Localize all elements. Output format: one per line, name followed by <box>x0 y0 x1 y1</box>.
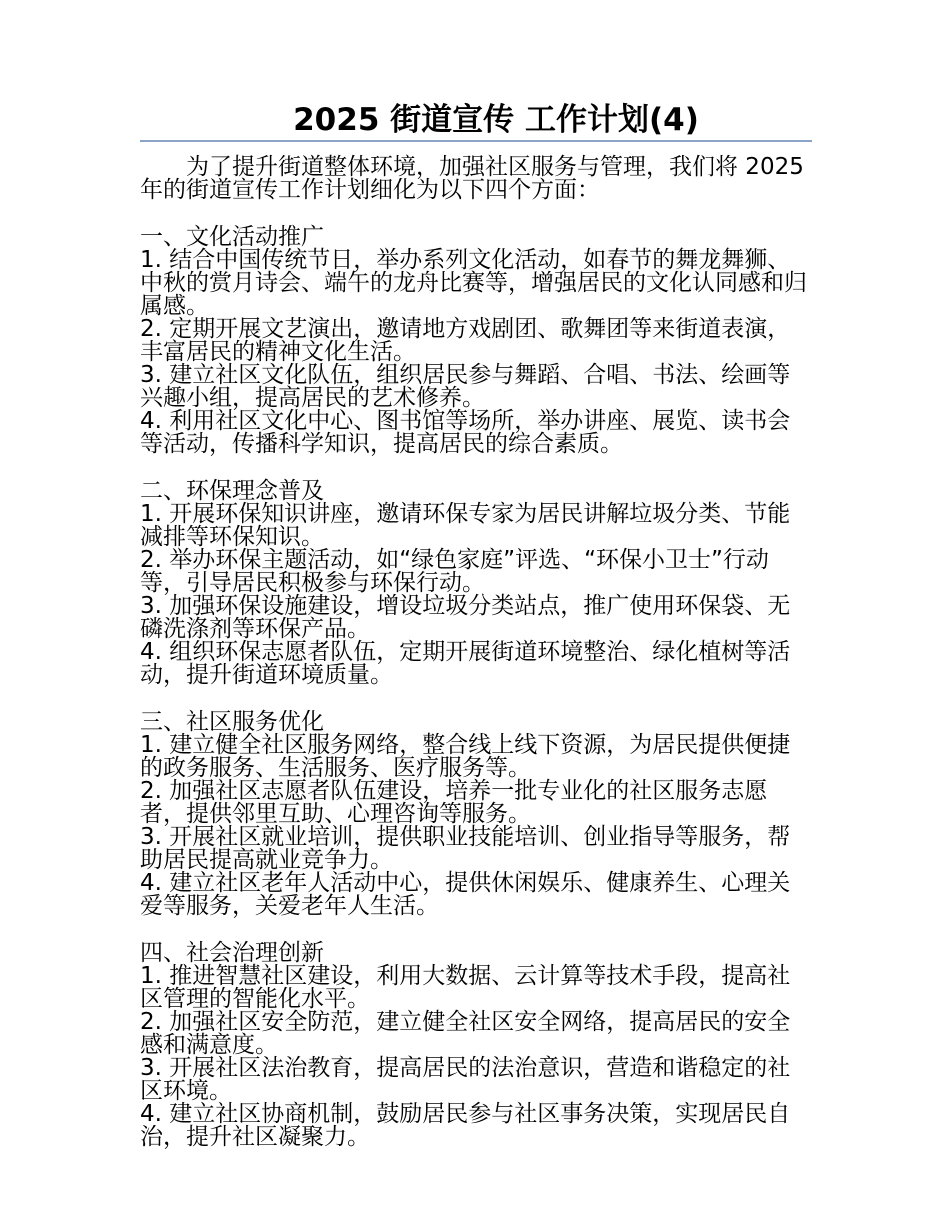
list-item: 4. 组织环保志愿者队伍，定期开展街道环境整治、绿化植树等活动，提升街道环境质量。 <box>140 639 791 688</box>
section-culture <box>140 226 812 456</box>
title-underline <box>140 140 812 142</box>
list-item: 4. 建立社区老年人活动中心，提供休闲娱乐、健康养生、心理关爱等服务，关爱老年人生活。 <box>140 870 791 919</box>
section-heading: 四、社会治理创新 <box>140 940 324 966</box>
section-heading: 三、社区服务优化 <box>140 709 324 735</box>
list-item: 4. 建立社区协商机制，鼓励居民参与社区事务决策，实现居民自治，提升社区凝聚力。 <box>140 1101 791 1150</box>
list-item: 3. 建立社区文化队伍，组织居民参与舞蹈、合唱、书法、绘画等兴趣小组，提高居民的艺术修养。 <box>140 362 791 411</box>
list-item: 3. 开展社区法治教育，提高居民的法治意识，营造和谐稳定的社区环境。 <box>140 1055 791 1104</box>
list-item: 2. 加强社区安全防范，建立健全社区安全网络，提高居民的安全感和满意度。 <box>140 1009 791 1058</box>
list-item: 2. 举办环保主题活动，如“绿色家庭”评选、“环保小卫士”行动等，引导居民积极参与环保行动。 <box>140 547 769 596</box>
list-item: 1. 建立健全社区服务网络，整合线上线下资源，为居民提供便捷的政务服务、生活服务、医疗服务等。 <box>140 732 791 781</box>
section-environment <box>140 480 812 687</box>
list-item: 3. 加强环保设施建设，增设垃圾分类站点，推广使用环保袋、无磷洗涤剂等环保产品。 <box>140 593 791 642</box>
section-governance <box>140 942 812 1149</box>
list-item: 3. 开展社区就业培训，提供职业技能培训、创业指导等服务，帮助居民提高就业竞争力。 <box>140 824 791 873</box>
section-community-service <box>140 711 812 918</box>
document-title: 2025 街道宣传 工作计划(4) <box>293 102 699 138</box>
intro-paragraph: 为了提升街道整体环境，加强社区服务与管理，我们将 2025 年的街道宣传工作计划细化为以下四个方面： <box>140 154 804 203</box>
list-item: 1. 结合中国传统节日，举办系列文化活动，如春节的舞龙舞狮、中秋的赏月诗会、端午的龙舟比赛等，增强居民的文化认同感和归属感。 <box>140 247 807 319</box>
list-item: 1. 推进智慧社区建设，利用大数据、云计算等技术手段，提高社区管理的智能化水平。 <box>140 963 791 1012</box>
list-item: 2. 定期开展文艺演出，邀请地方戏剧团、歌舞团等来街道表演，丰富居民的精神文化生活。 <box>140 316 791 365</box>
list-item: 2. 加强社区志愿者队伍建设，培养一批专业化的社区服务志愿者，提供邻里互助、心理咨询等服务。 <box>140 778 768 827</box>
document-page <box>140 100 812 1149</box>
section-heading: 二、环保理念普及 <box>140 478 324 504</box>
list-item: 4. 利用社区文化中心、图书馆等场所，举办讲座、展览、读书会等活动，传播科学知识，提高居民的综合素质。 <box>140 408 791 457</box>
section-heading: 一、文化活动推广 <box>140 224 324 250</box>
list-item: 1. 开展环保知识讲座，邀请环保专家为居民讲解垃圾分类、节能减排等环保知识。 <box>140 501 791 550</box>
